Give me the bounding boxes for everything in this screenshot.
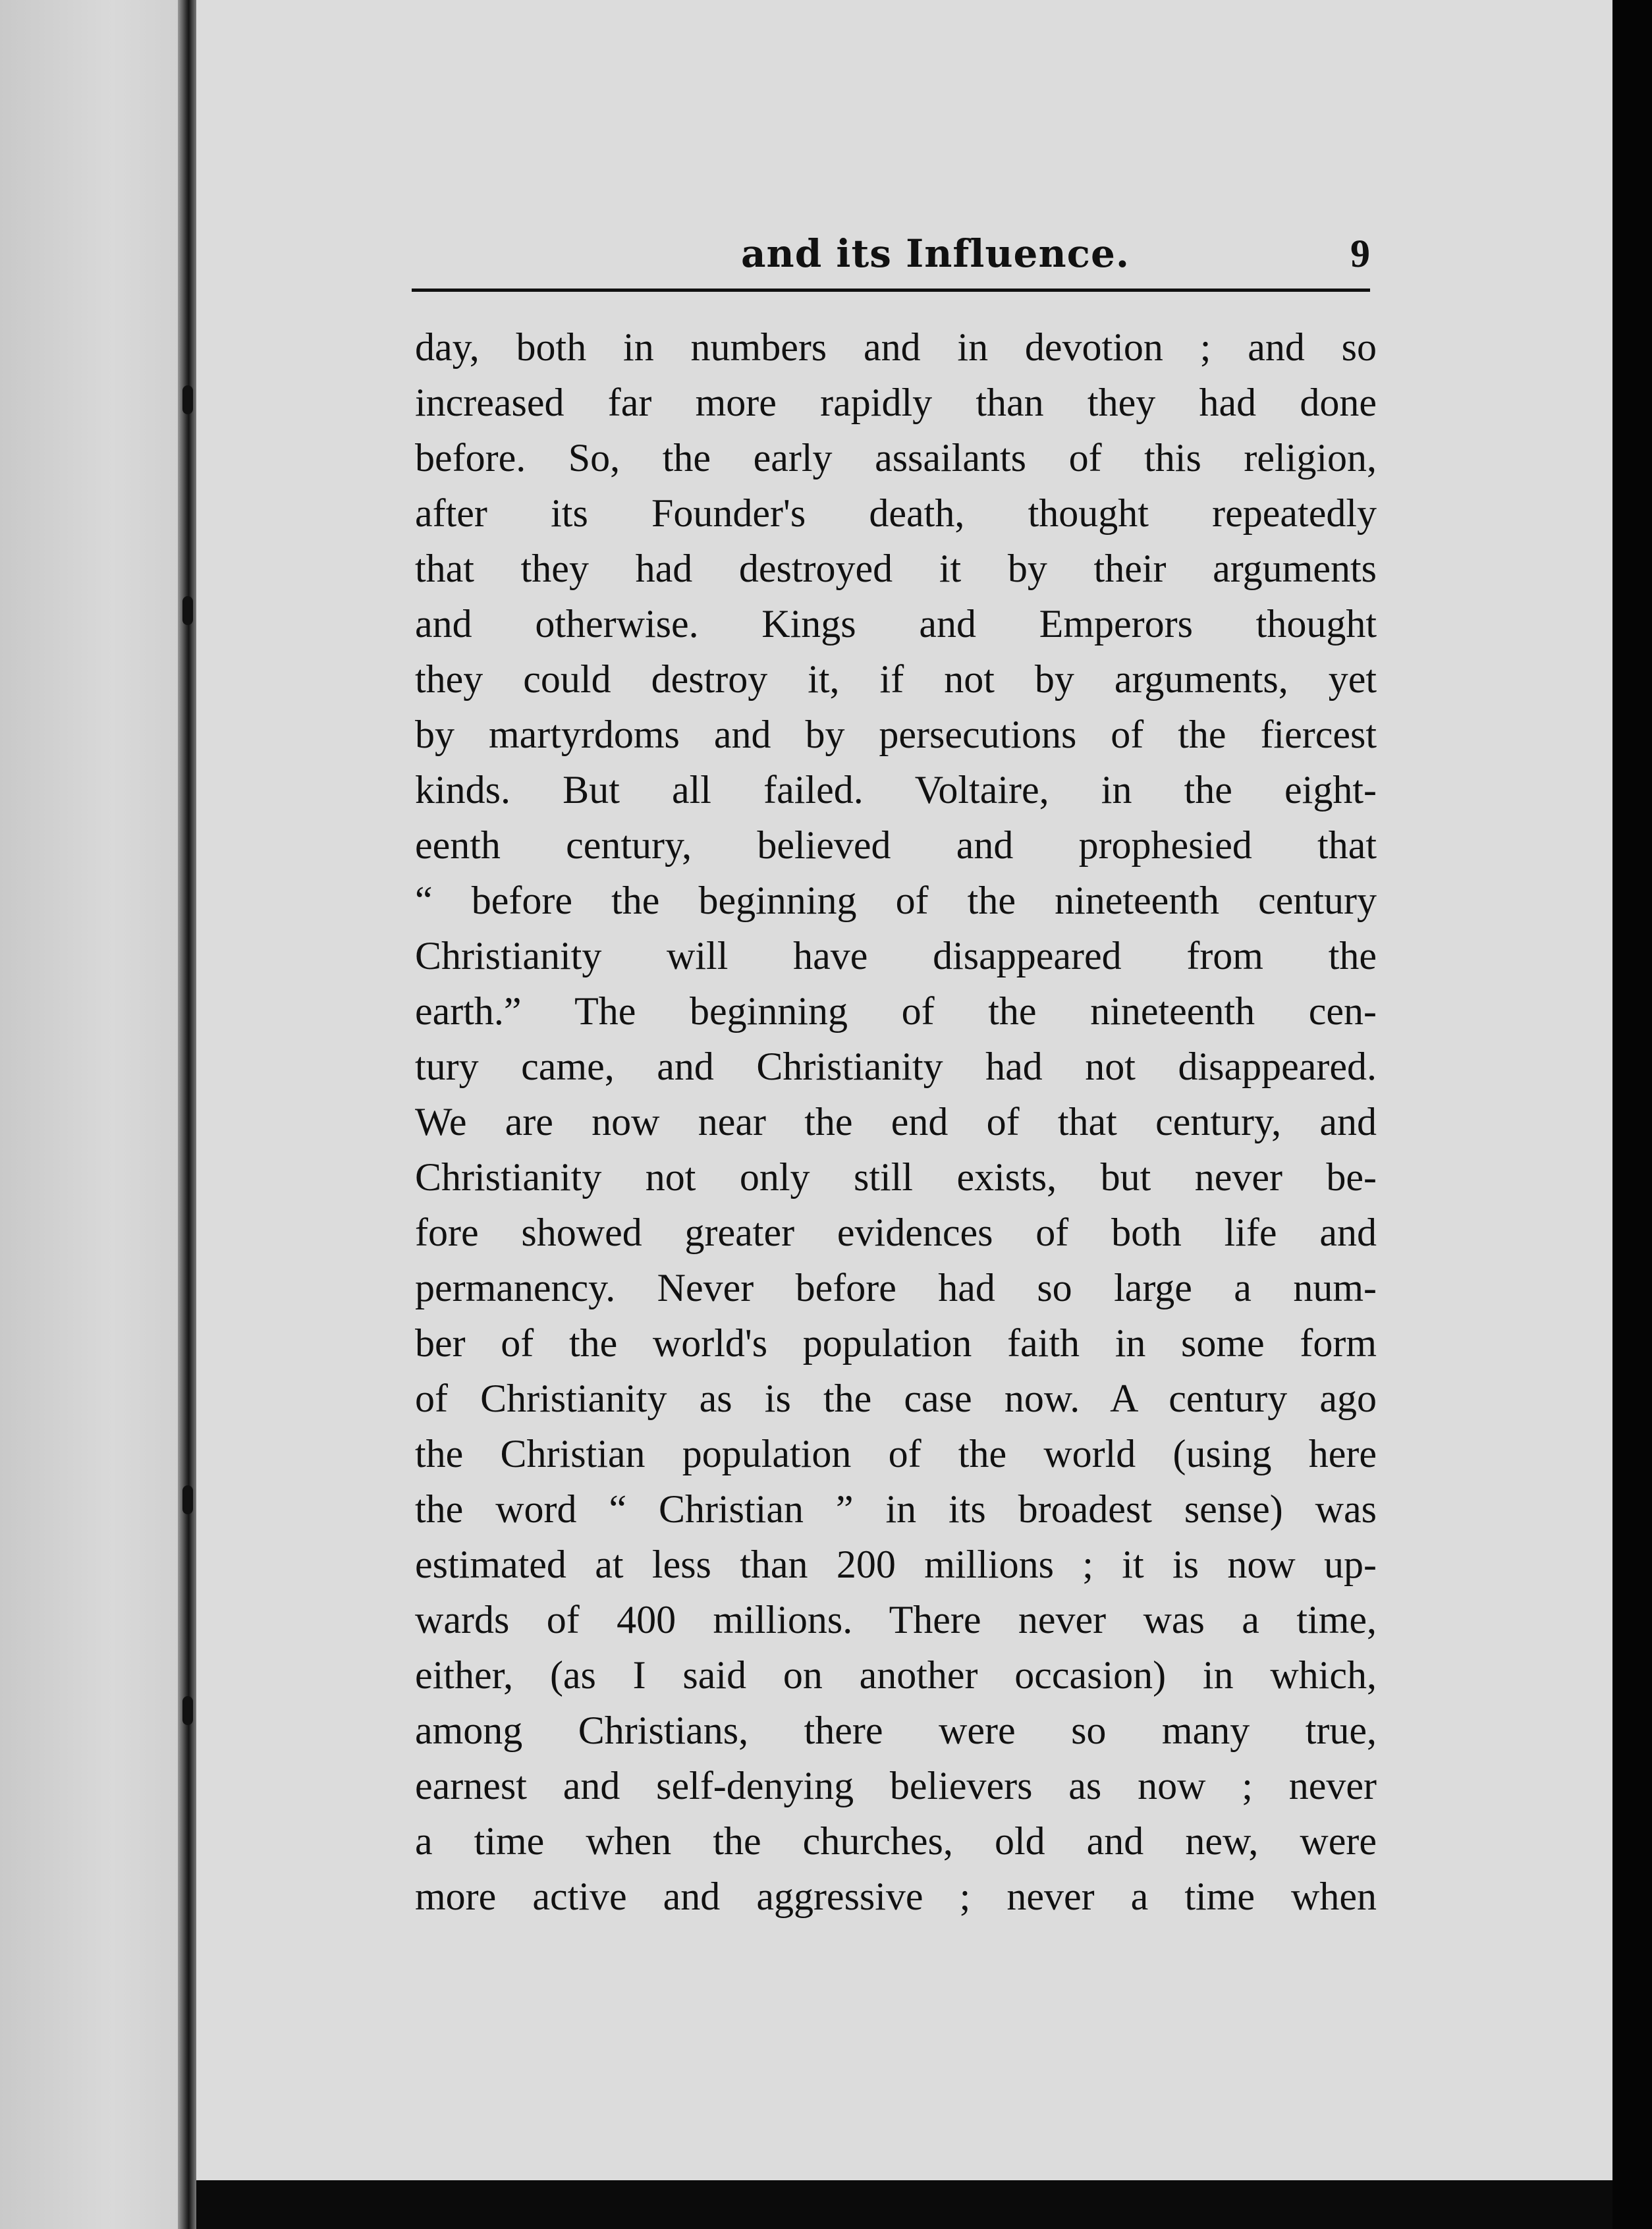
body-text <box>415 319 1377 1924</box>
text-line: Christianity will have disappeared from the <box>415 934 1377 977</box>
binding-mark <box>182 385 193 414</box>
running-title: and its Influence. <box>740 231 1130 276</box>
text-line: among Christians, there were so many true, <box>415 1709 1377 1752</box>
text-line: that they had destroyed it by their arguments <box>415 547 1377 590</box>
page-number: 9 <box>1350 232 1370 275</box>
text-line: and otherwise. Kings and Emperors thought <box>415 602 1377 646</box>
text-line: the word “ Christian ” in its broadest sense) was <box>415 1487 1377 1531</box>
text-line: eenth century, believed and prophesied that <box>415 823 1377 867</box>
text-line: ber of the world's population faith in some form <box>415 1321 1377 1365</box>
scan-right-edge <box>1612 0 1652 2229</box>
text-line: a time when the churches, old and new, were <box>415 1819 1377 1863</box>
text-line: either, (as I said on another occasion) in which, <box>415 1653 1377 1697</box>
text-line: fore showed greater evidences of both life and <box>415 1211 1377 1254</box>
text-line: “ before the beginning of the nineteenth century <box>415 879 1377 922</box>
text-line: earnest and self-denying believers as now ; never <box>415 1764 1377 1807</box>
text-line: they could destroy it, if not by arguments, yet <box>415 657 1377 701</box>
text-line: of Christianity as is the case now. A century ago <box>415 1377 1377 1420</box>
text-line: Christianity not only still exists, but never be- <box>415 1155 1377 1199</box>
binding-mark <box>182 596 193 625</box>
binding-mark <box>182 1485 193 1514</box>
book-gutter <box>178 0 198 2229</box>
text-line: tury came, and Christianity had not disappeared. <box>415 1045 1377 1088</box>
running-head <box>422 227 1370 280</box>
text-line: by martyrdoms and by persecutions of the fiercest <box>415 713 1377 756</box>
text-line: estimated at less than 200 millions ; it is now up- <box>415 1543 1377 1586</box>
text-line: increased far more rapidly than they had done <box>415 381 1377 424</box>
text-line: earth.” The beginning of the nineteenth cen- <box>415 989 1377 1033</box>
text-line: before. So, the early assailants of this religion, <box>415 436 1377 480</box>
header-rule <box>412 289 1370 292</box>
scan-bottom-edge <box>196 2180 1612 2229</box>
text-line: the Christian population of the world (using here <box>415 1432 1377 1475</box>
text-line: permanency. Never before had so large a num- <box>415 1266 1377 1309</box>
text-line: We are now near the end of that century, and <box>415 1100 1377 1143</box>
text-line: more active and aggressive ; never a time when <box>415 1875 1377 1918</box>
text-line: wards of 400 millions. There never was a time, <box>415 1598 1377 1641</box>
binding-mark <box>182 1696 193 1725</box>
text-line: kinds. But all failed. Voltaire, in the eight- <box>415 768 1377 812</box>
text-line: day, both in numbers and in devotion ; and so <box>415 325 1377 369</box>
text-line: after its Founder's death, thought repeatedly <box>415 491 1377 535</box>
facing-page-edge <box>0 0 188 2229</box>
